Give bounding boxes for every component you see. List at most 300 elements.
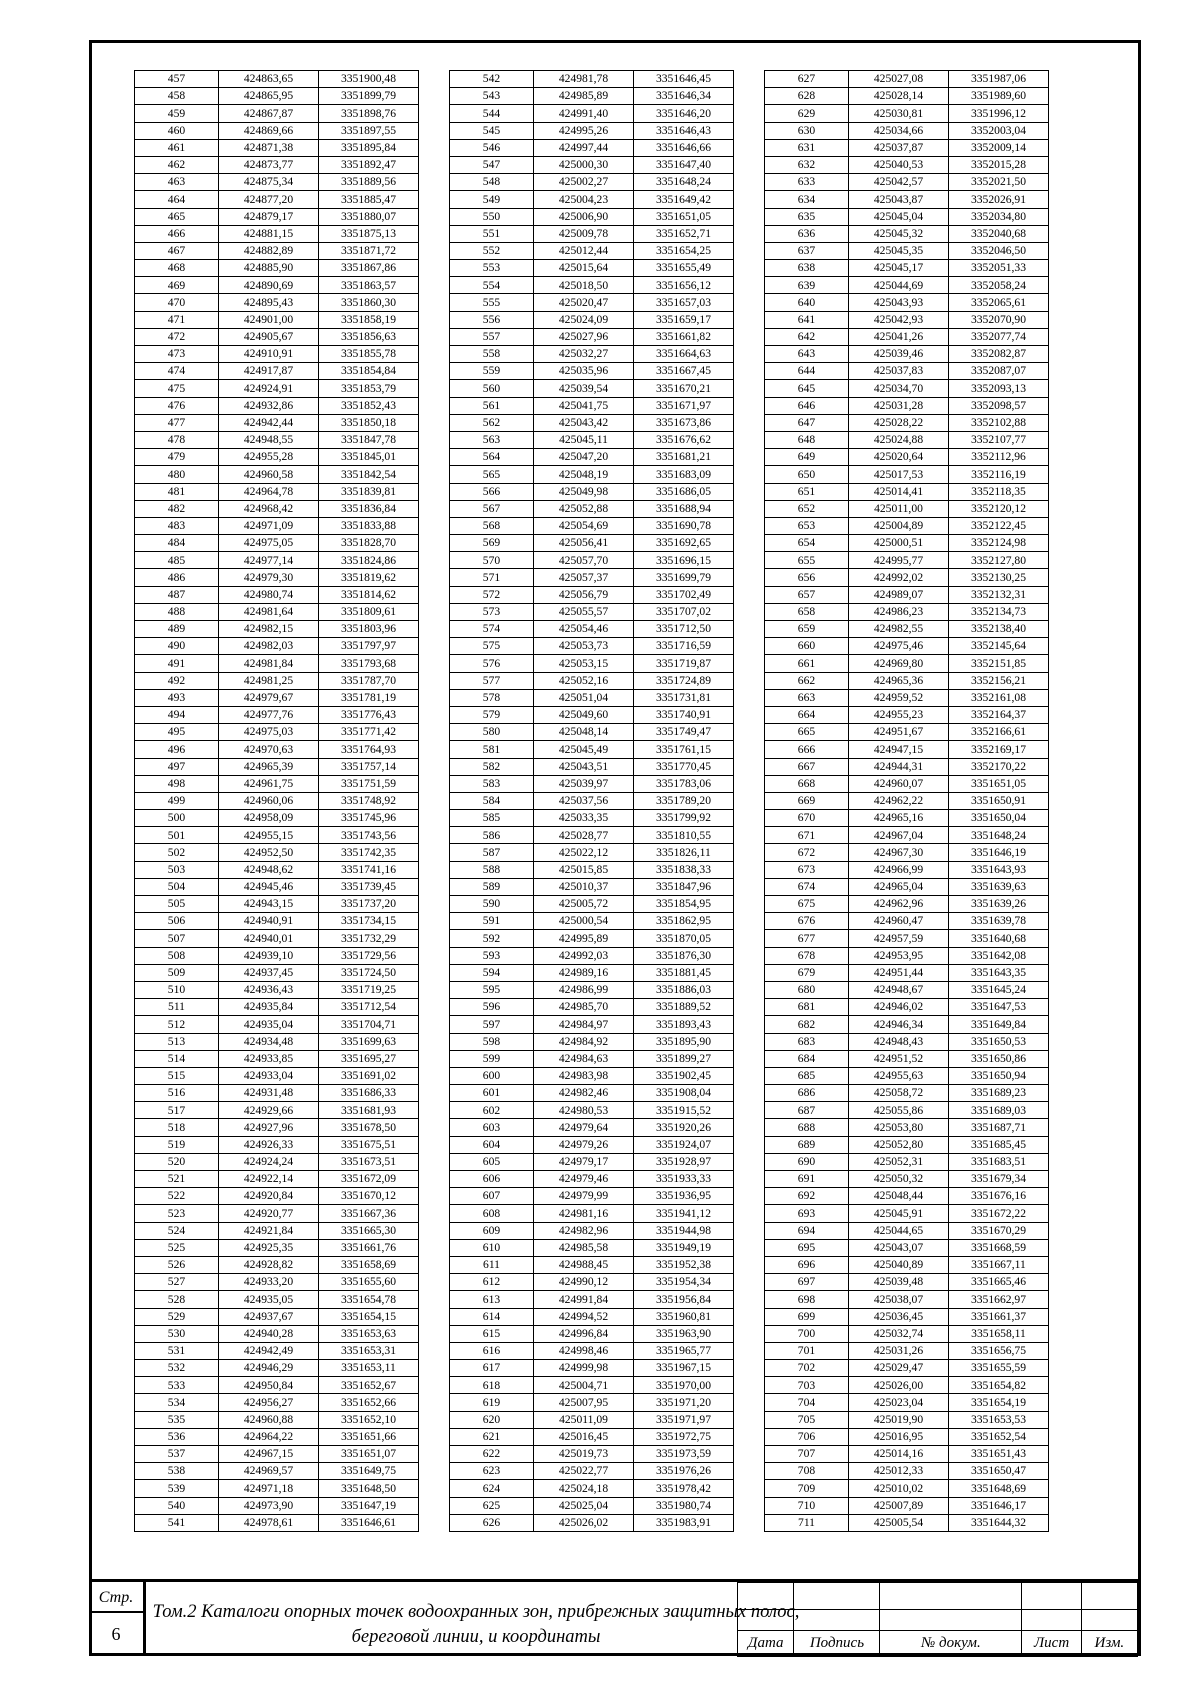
y-coordinate: 3351954,34 <box>634 1274 734 1291</box>
y-coordinate: 3351928,97 <box>634 1153 734 1170</box>
table-row <box>765 930 1049 947</box>
point-number: 494 <box>135 706 219 723</box>
x-coordinate: 424985,89 <box>534 88 634 105</box>
y-coordinate: 3351850,18 <box>319 414 419 431</box>
table-row <box>765 1188 1049 1205</box>
x-coordinate: 424982,46 <box>534 1085 634 1102</box>
y-coordinate: 3351899,79 <box>319 88 419 105</box>
table-row <box>765 1342 1049 1359</box>
point-number: 608 <box>450 1205 534 1222</box>
table-row <box>450 71 734 88</box>
y-coordinate: 3351862,95 <box>634 913 734 930</box>
y-coordinate: 3351892,47 <box>319 156 419 173</box>
y-coordinate: 3351980,74 <box>634 1497 734 1514</box>
table-row <box>765 88 1049 105</box>
table-row <box>135 930 419 947</box>
y-coordinate: 3351880,07 <box>319 208 419 225</box>
x-coordinate: 425037,83 <box>849 363 949 380</box>
point-number: 476 <box>135 397 219 414</box>
y-coordinate: 3351689,23 <box>949 1085 1049 1102</box>
x-coordinate: 424995,89 <box>534 930 634 947</box>
point-number: 628 <box>765 88 849 105</box>
y-coordinate: 3351639,26 <box>949 896 1049 913</box>
x-coordinate: 424979,30 <box>219 569 319 586</box>
x-coordinate: 424869,66 <box>219 122 319 139</box>
y-coordinate: 3351650,04 <box>949 810 1049 827</box>
y-coordinate: 3351690,78 <box>634 517 734 534</box>
table-row <box>450 1342 734 1359</box>
x-coordinate: 424964,78 <box>219 483 319 500</box>
x-coordinate: 424975,46 <box>849 638 949 655</box>
point-number: 692 <box>765 1188 849 1205</box>
table-row <box>450 689 734 706</box>
y-coordinate: 3351667,45 <box>634 363 734 380</box>
x-coordinate: 424977,14 <box>219 552 319 569</box>
point-number: 471 <box>135 311 219 328</box>
y-coordinate: 3351853,79 <box>319 380 419 397</box>
point-number: 534 <box>135 1394 219 1411</box>
y-coordinate: 3351724,89 <box>634 672 734 689</box>
y-coordinate: 3351797,97 <box>319 638 419 655</box>
x-coordinate: 424948,55 <box>219 431 319 448</box>
y-coordinate: 3351956,84 <box>634 1291 734 1308</box>
point-number: 598 <box>450 1033 534 1050</box>
table-row <box>135 586 419 603</box>
y-coordinate: 3351971,97 <box>634 1411 734 1428</box>
y-coordinate: 3352034,80 <box>949 208 1049 225</box>
point-number: 510 <box>135 981 219 998</box>
x-coordinate: 424982,03 <box>219 638 319 655</box>
x-coordinate: 424970,63 <box>219 741 319 758</box>
point-number: 606 <box>450 1171 534 1188</box>
table-row <box>450 260 734 277</box>
table-row <box>450 1411 734 1428</box>
point-number: 670 <box>765 810 849 827</box>
point-number: 613 <box>450 1291 534 1308</box>
point-number: 574 <box>450 621 534 638</box>
y-coordinate: 3351681,93 <box>319 1102 419 1119</box>
point-number: 537 <box>135 1446 219 1463</box>
point-number: 590 <box>450 896 534 913</box>
y-coordinate: 3351972,75 <box>634 1428 734 1445</box>
table-row <box>765 1377 1049 1394</box>
doc-number-label: № докум. <box>880 1631 1022 1657</box>
x-coordinate: 424965,36 <box>849 672 949 689</box>
point-number: 504 <box>135 878 219 895</box>
table-row <box>450 1136 734 1153</box>
x-coordinate: 425051,04 <box>534 689 634 706</box>
x-coordinate: 424943,15 <box>219 896 319 913</box>
y-coordinate: 3352077,74 <box>949 328 1049 345</box>
x-coordinate: 425054,69 <box>534 517 634 534</box>
x-coordinate: 425044,69 <box>849 277 949 294</box>
table-row <box>135 1428 419 1445</box>
empty-cell <box>794 1583 880 1610</box>
point-number: 571 <box>450 569 534 586</box>
table-row <box>450 827 734 844</box>
x-coordinate: 425045,17 <box>849 260 949 277</box>
x-coordinate: 424942,49 <box>219 1342 319 1359</box>
point-number: 607 <box>450 1188 534 1205</box>
table-row <box>135 328 419 345</box>
table-row <box>450 1050 734 1067</box>
y-coordinate: 3351695,27 <box>319 1050 419 1067</box>
point-number: 564 <box>450 449 534 466</box>
x-coordinate: 424948,67 <box>849 981 949 998</box>
x-coordinate: 424942,44 <box>219 414 319 431</box>
y-coordinate: 3351847,78 <box>319 431 419 448</box>
x-coordinate: 425002,27 <box>534 174 634 191</box>
table-row <box>135 105 419 122</box>
table-row <box>135 1256 419 1273</box>
point-number: 577 <box>450 672 534 689</box>
x-coordinate: 424881,15 <box>219 225 319 242</box>
y-coordinate: 3351799,92 <box>634 810 734 827</box>
x-coordinate: 424929,66 <box>219 1102 319 1119</box>
y-coordinate: 3351856,63 <box>319 328 419 345</box>
table-row <box>765 1394 1049 1411</box>
y-coordinate: 3351639,78 <box>949 913 1049 930</box>
table-row <box>450 775 734 792</box>
y-coordinate: 3351941,12 <box>634 1205 734 1222</box>
table-row <box>765 122 1049 139</box>
y-coordinate: 3351676,16 <box>949 1188 1049 1205</box>
y-coordinate: 3351649,42 <box>634 191 734 208</box>
y-coordinate: 3351842,54 <box>319 466 419 483</box>
x-coordinate: 424960,47 <box>849 913 949 930</box>
y-coordinate: 3351749,47 <box>634 724 734 741</box>
y-coordinate: 3351655,60 <box>319 1274 419 1291</box>
x-coordinate: 424885,90 <box>219 260 319 277</box>
point-number: 584 <box>450 792 534 809</box>
table-row <box>135 1514 419 1531</box>
table-row <box>450 1291 734 1308</box>
table-row <box>135 1342 419 1359</box>
point-number: 533 <box>135 1377 219 1394</box>
y-coordinate: 3352102,88 <box>949 414 1049 431</box>
x-coordinate: 424975,05 <box>219 535 319 552</box>
point-number: 710 <box>765 1497 849 1514</box>
point-number: 631 <box>765 139 849 156</box>
point-number: 514 <box>135 1050 219 1067</box>
point-number: 591 <box>450 913 534 930</box>
x-coordinate: 424863,65 <box>219 71 319 88</box>
point-number: 711 <box>765 1514 849 1531</box>
table-row <box>135 191 419 208</box>
point-number: 466 <box>135 225 219 242</box>
y-coordinate: 3351781,19 <box>319 689 419 706</box>
point-number: 623 <box>450 1463 534 1480</box>
point-number: 461 <box>135 139 219 156</box>
point-number: 545 <box>450 122 534 139</box>
point-number: 679 <box>765 964 849 981</box>
x-coordinate: 424996,84 <box>534 1325 634 1342</box>
point-number: 694 <box>765 1222 849 1239</box>
point-number: 649 <box>765 449 849 466</box>
table-row <box>765 896 1049 913</box>
y-coordinate: 3351809,61 <box>319 603 419 620</box>
x-coordinate: 424985,70 <box>534 999 634 1016</box>
x-coordinate: 424957,59 <box>849 930 949 947</box>
x-coordinate: 425047,20 <box>534 449 634 466</box>
y-coordinate: 3352166,61 <box>949 724 1049 741</box>
x-coordinate: 425037,87 <box>849 139 949 156</box>
point-number: 489 <box>135 621 219 638</box>
y-coordinate: 3351876,30 <box>634 947 734 964</box>
table-row <box>765 1016 1049 1033</box>
y-coordinate: 3351983,91 <box>634 1514 734 1531</box>
y-coordinate: 3352156,21 <box>949 672 1049 689</box>
x-coordinate: 425014,41 <box>849 483 949 500</box>
point-number: 561 <box>450 397 534 414</box>
table-row <box>135 1446 419 1463</box>
point-number: 629 <box>765 105 849 122</box>
table-row <box>135 397 419 414</box>
table-row <box>450 655 734 672</box>
table-row <box>765 1239 1049 1256</box>
y-coordinate: 3351670,29 <box>949 1222 1049 1239</box>
table-row <box>450 1514 734 1531</box>
y-coordinate: 3351963,90 <box>634 1325 734 1342</box>
point-number: 593 <box>450 947 534 964</box>
x-coordinate: 424901,00 <box>219 311 319 328</box>
x-coordinate: 425012,33 <box>849 1463 949 1480</box>
table-row <box>450 1239 734 1256</box>
point-number: 462 <box>135 156 219 173</box>
table-row <box>765 414 1049 431</box>
table-row <box>135 483 419 500</box>
x-coordinate: 425019,73 <box>534 1446 634 1463</box>
table-row <box>135 810 419 827</box>
table-row <box>135 122 419 139</box>
point-number: 661 <box>765 655 849 672</box>
x-coordinate: 425043,42 <box>534 414 634 431</box>
x-coordinate: 425011,09 <box>534 1411 634 1428</box>
x-coordinate: 424865,95 <box>219 88 319 105</box>
coordinates-table-2 <box>449 70 734 1532</box>
table-row <box>450 311 734 328</box>
point-number: 706 <box>765 1428 849 1445</box>
table-row <box>135 947 419 964</box>
table-row <box>765 947 1049 964</box>
point-number: 554 <box>450 277 534 294</box>
x-coordinate: 424935,05 <box>219 1291 319 1308</box>
table-row <box>450 1067 734 1084</box>
point-number: 457 <box>135 71 219 88</box>
y-coordinate: 3351648,24 <box>949 827 1049 844</box>
point-number: 531 <box>135 1342 219 1359</box>
point-number: 592 <box>450 930 534 947</box>
point-number: 638 <box>765 260 849 277</box>
point-number: 544 <box>450 105 534 122</box>
x-coordinate: 425024,18 <box>534 1480 634 1497</box>
x-coordinate: 424982,96 <box>534 1222 634 1239</box>
x-coordinate: 424992,02 <box>849 569 949 586</box>
x-coordinate: 424937,45 <box>219 964 319 981</box>
y-coordinate: 3352065,61 <box>949 294 1049 311</box>
point-number: 495 <box>135 724 219 741</box>
y-coordinate: 3351881,45 <box>634 964 734 981</box>
table-row <box>450 105 734 122</box>
point-number: 677 <box>765 930 849 947</box>
x-coordinate: 425015,64 <box>534 260 634 277</box>
x-coordinate: 425007,95 <box>534 1394 634 1411</box>
table-row <box>135 827 419 844</box>
point-number: 601 <box>450 1085 534 1102</box>
x-coordinate: 425049,60 <box>534 706 634 723</box>
y-coordinate: 3352118,35 <box>949 483 1049 500</box>
table-row <box>765 775 1049 792</box>
point-number: 657 <box>765 586 849 603</box>
y-coordinate: 3351645,24 <box>949 981 1049 998</box>
table-row <box>765 552 1049 569</box>
y-coordinate: 3351646,45 <box>634 71 734 88</box>
x-coordinate: 425043,93 <box>849 294 949 311</box>
x-coordinate: 425017,53 <box>849 466 949 483</box>
point-number: 566 <box>450 483 534 500</box>
x-coordinate: 424985,58 <box>534 1239 634 1256</box>
y-coordinate: 3351696,15 <box>634 552 734 569</box>
table-row <box>135 1136 419 1153</box>
y-coordinate: 3351699,79 <box>634 569 734 586</box>
point-number: 464 <box>135 191 219 208</box>
table-row <box>135 1480 419 1497</box>
point-number: 509 <box>135 964 219 981</box>
x-coordinate: 425053,15 <box>534 655 634 672</box>
x-coordinate: 424979,17 <box>534 1153 634 1170</box>
x-coordinate: 424882,89 <box>219 242 319 259</box>
point-number: 469 <box>135 277 219 294</box>
point-number: 697 <box>765 1274 849 1291</box>
x-coordinate: 424959,52 <box>849 689 949 706</box>
table-row <box>450 88 734 105</box>
x-coordinate: 425045,35 <box>849 242 949 259</box>
y-coordinate: 3351679,34 <box>949 1171 1049 1188</box>
y-coordinate: 3352161,08 <box>949 689 1049 706</box>
x-coordinate: 424871,38 <box>219 139 319 156</box>
x-coordinate: 424917,87 <box>219 363 319 380</box>
y-coordinate: 3352003,04 <box>949 122 1049 139</box>
point-number: 675 <box>765 896 849 913</box>
point-number: 689 <box>765 1136 849 1153</box>
y-coordinate: 3351875,13 <box>319 225 419 242</box>
table-row <box>765 981 1049 998</box>
point-number: 699 <box>765 1308 849 1325</box>
x-coordinate: 425043,87 <box>849 191 949 208</box>
table-row <box>765 431 1049 448</box>
x-coordinate: 424966,99 <box>849 861 949 878</box>
point-number: 678 <box>765 947 849 964</box>
point-number: 619 <box>450 1394 534 1411</box>
y-coordinate: 3351898,76 <box>319 105 419 122</box>
point-number: 523 <box>135 1205 219 1222</box>
x-coordinate: 424950,84 <box>219 1377 319 1394</box>
table-row <box>765 466 1049 483</box>
y-coordinate: 3351949,19 <box>634 1239 734 1256</box>
table-row <box>765 878 1049 895</box>
table-row <box>450 1256 734 1273</box>
point-number: 654 <box>765 535 849 552</box>
table-row <box>765 191 1049 208</box>
table-row <box>450 964 734 981</box>
point-number: 616 <box>450 1342 534 1359</box>
table-row <box>450 174 734 191</box>
empty-cell <box>1081 1583 1137 1610</box>
y-coordinate: 3351899,27 <box>634 1050 734 1067</box>
point-number: 604 <box>450 1136 534 1153</box>
x-coordinate: 424940,91 <box>219 913 319 930</box>
x-coordinate: 424988,45 <box>534 1256 634 1273</box>
table-row <box>765 1308 1049 1325</box>
x-coordinate: 424932,86 <box>219 397 319 414</box>
table-row <box>450 346 734 363</box>
y-coordinate: 3352040,68 <box>949 225 1049 242</box>
y-coordinate: 3351689,03 <box>949 1102 1049 1119</box>
x-coordinate: 425034,70 <box>849 380 949 397</box>
y-coordinate: 3351665,30 <box>319 1222 419 1239</box>
point-number: 668 <box>765 775 849 792</box>
point-number: 505 <box>135 896 219 913</box>
x-coordinate: 425057,37 <box>534 569 634 586</box>
point-number: 684 <box>765 1050 849 1067</box>
point-number: 484 <box>135 535 219 552</box>
y-coordinate: 3351650,86 <box>949 1050 1049 1067</box>
point-number: 587 <box>450 844 534 861</box>
change-label: Изм. <box>1081 1631 1137 1657</box>
y-coordinate: 3351652,54 <box>949 1428 1049 1445</box>
y-coordinate: 3351646,34 <box>634 88 734 105</box>
table-row <box>450 242 734 259</box>
x-coordinate: 425011,00 <box>849 500 949 517</box>
y-coordinate: 3351787,70 <box>319 672 419 689</box>
x-coordinate: 425052,16 <box>534 672 634 689</box>
x-coordinate: 424995,26 <box>534 122 634 139</box>
point-number: 535 <box>135 1411 219 1428</box>
x-coordinate: 425039,54 <box>534 380 634 397</box>
table-row <box>765 328 1049 345</box>
y-coordinate: 3351731,81 <box>634 689 734 706</box>
x-coordinate: 424989,16 <box>534 964 634 981</box>
x-coordinate: 425030,81 <box>849 105 949 122</box>
signature-grid <box>737 1582 1138 1657</box>
point-number: 526 <box>135 1256 219 1273</box>
table-row <box>450 397 734 414</box>
table-row <box>135 1085 419 1102</box>
y-coordinate: 3352130,25 <box>949 569 1049 586</box>
table-row <box>450 466 734 483</box>
x-coordinate: 424948,43 <box>849 1033 949 1050</box>
table-row <box>765 1067 1049 1084</box>
table-row <box>765 810 1049 827</box>
point-number: 541 <box>135 1514 219 1531</box>
y-coordinate: 3351771,42 <box>319 724 419 741</box>
table-row <box>450 810 734 827</box>
point-number: 486 <box>135 569 219 586</box>
y-coordinate: 3351686,33 <box>319 1085 419 1102</box>
x-coordinate: 424962,22 <box>849 792 949 809</box>
x-coordinate: 424940,28 <box>219 1325 319 1342</box>
point-number: 563 <box>450 431 534 448</box>
y-coordinate: 3352124,98 <box>949 535 1049 552</box>
point-number: 662 <box>765 672 849 689</box>
y-coordinate: 3351704,71 <box>319 1016 419 1033</box>
table-row <box>765 1171 1049 1188</box>
y-coordinate: 3351989,60 <box>949 88 1049 105</box>
y-coordinate: 3351973,59 <box>634 1446 734 1463</box>
x-coordinate: 425031,26 <box>849 1342 949 1359</box>
coordinates-table-1 <box>134 70 419 1532</box>
x-coordinate: 424953,95 <box>849 947 949 964</box>
